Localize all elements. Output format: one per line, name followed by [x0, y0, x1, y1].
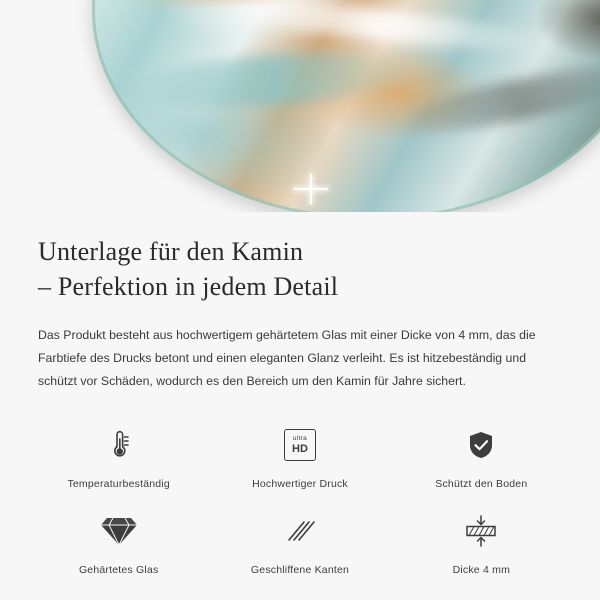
feature-label: Hochwertiger Druck	[252, 478, 348, 491]
feature-grid	[0, 418, 600, 576]
hero-image	[0, 0, 600, 212]
feature-label: Gehärtetes Glas	[78, 564, 159, 577]
page-title	[38, 234, 562, 304]
feature-item-floor-protection	[391, 418, 572, 490]
glass-disc-graphic	[92, 0, 600, 212]
paint-streak	[120, 0, 423, 17]
ultra-hd-icon	[273, 418, 327, 472]
diamond-icon	[92, 504, 146, 558]
ultra-hd-badge	[284, 429, 316, 461]
text-content	[0, 212, 600, 392]
feature-label: Geschliffene Kanten	[250, 564, 350, 577]
description-paragraph: Das Produkt besteht aus hochwertigem gehärtetem Glas mit einer Dicke von 4 mm, das die Farbtiefe des Drucks betont und einen eleganten Glanz verleiht. Es ist hitzebeständig und schützt vor Schäden, wodurch es den Bereich um den Kamin für Jahre sichert.	[38, 328, 536, 388]
ultra-hd-badge-hd: HD	[292, 442, 308, 455]
feature-label: Temperaturbeständig	[67, 478, 170, 491]
page-title-line-1: Unterlage für den Kamin	[38, 237, 304, 266]
feature-item-polished-edges	[209, 504, 390, 576]
shield-check-icon	[454, 418, 508, 472]
feature-label: Dicke 4 mm	[452, 564, 511, 577]
feature-item-temperature	[28, 418, 209, 490]
paint-streak	[391, 54, 600, 145]
ultra-hd-badge-ultra: ultra	[292, 435, 308, 443]
paint-streak	[211, 0, 552, 58]
page-title-line-2: – Perfektion in jedem Detail	[38, 272, 339, 302]
feature-item-tempered-glass	[28, 504, 209, 576]
polished-edges-icon	[273, 504, 327, 558]
thermometer-icon	[92, 418, 146, 472]
paint-streak	[131, 45, 414, 114]
thickness-icon	[454, 504, 508, 558]
feature-item-thickness	[391, 504, 572, 576]
feature-item-print-quality	[209, 418, 390, 490]
feature-label: Schützt den Boden	[435, 478, 528, 491]
